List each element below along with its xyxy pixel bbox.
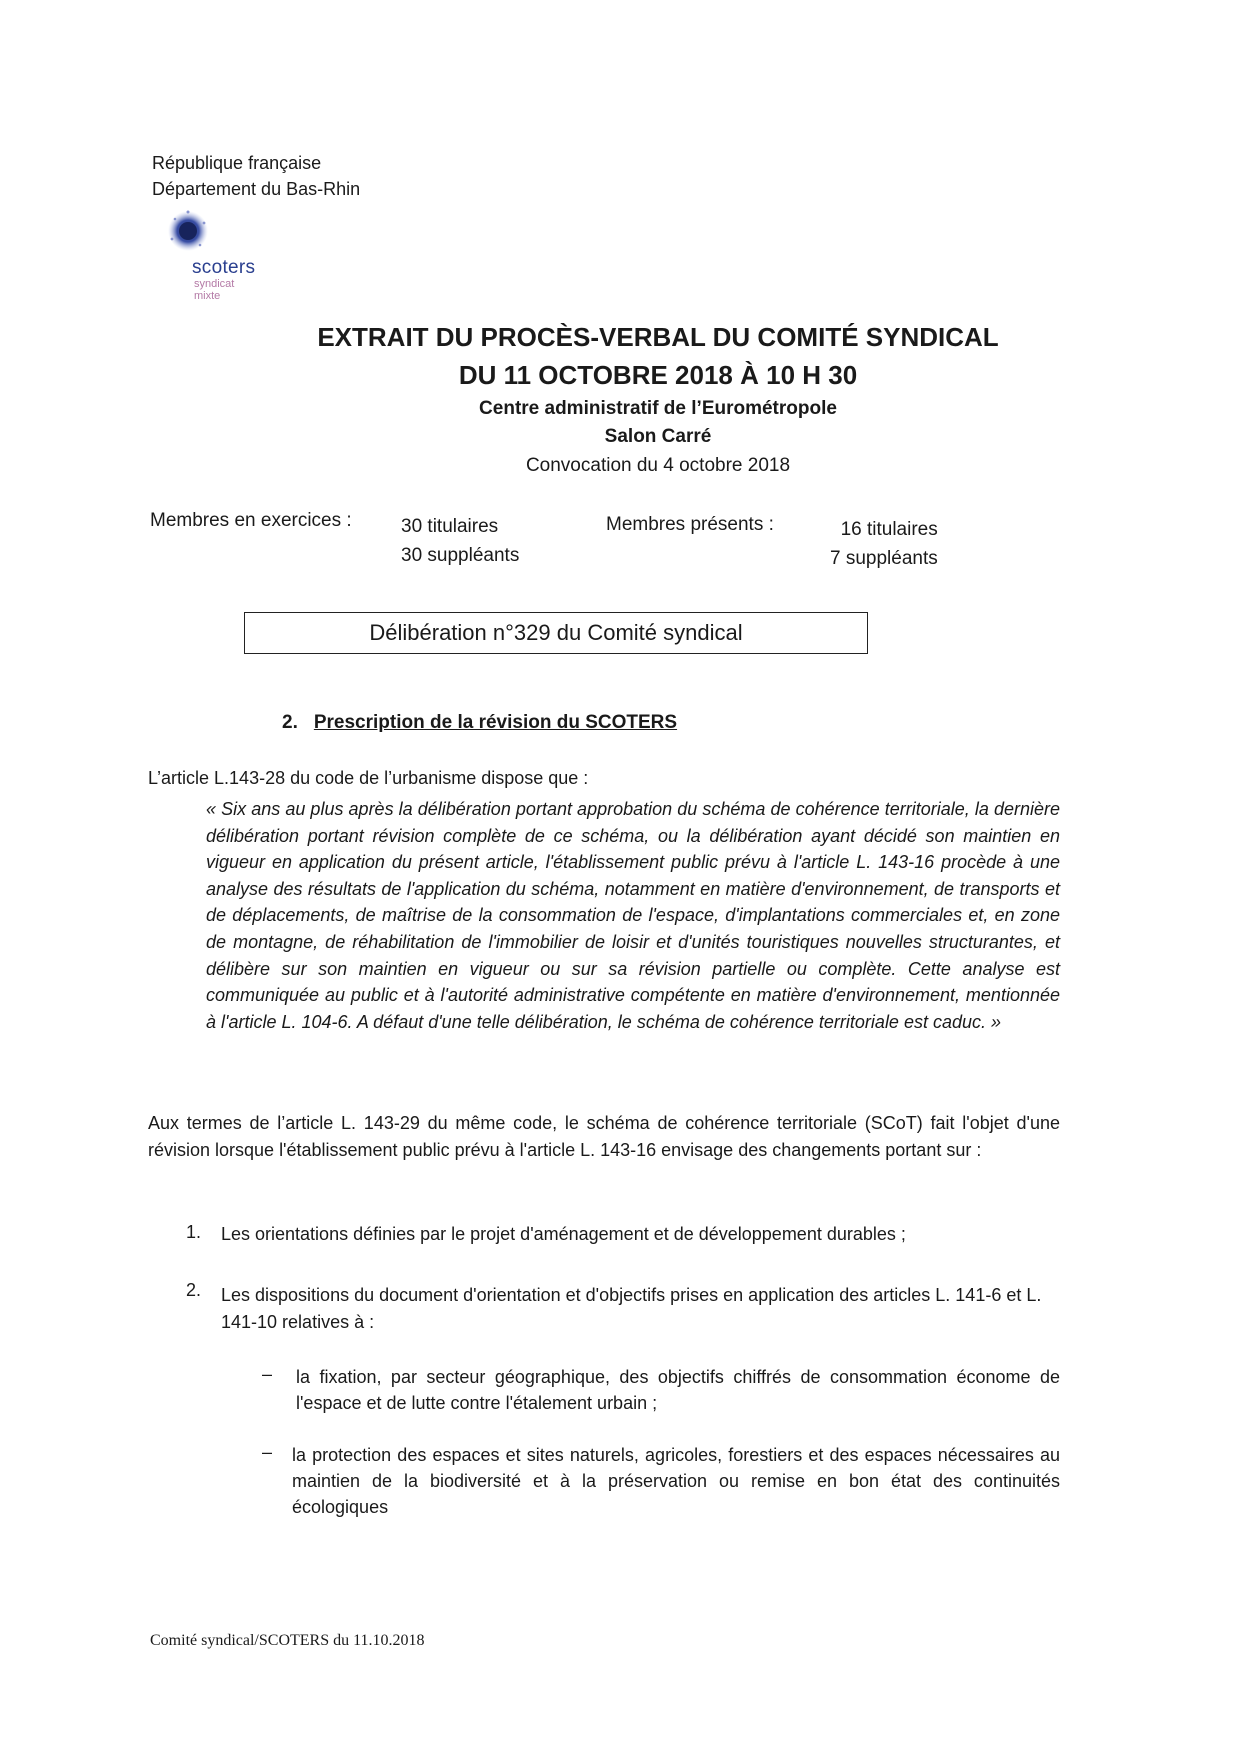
- section-heading: [282, 712, 677, 734]
- list-item-number: 1.: [186, 1222, 202, 1242]
- intro-paragraph: L’article L.143-28 du code de l’urbanisme dispose que :: [148, 768, 589, 788]
- article-paragraph: Aux termes de l’article L. 143-29 du même code, le schéma de cohérence territoriale (SCoT) fait l'objet d'une révision lorsque l'établissement public prévu à l'article L. 143-16 envisage des changements portant sur :: [148, 1113, 1060, 1160]
- meeting-room: Salon Carré: [604, 426, 712, 447]
- members-present-values: [830, 515, 938, 573]
- convocation-date: Convocation du 4 octobre 2018: [525, 455, 791, 476]
- members-in-office-titulaires: 30 titulaires: [401, 516, 499, 537]
- members-in-office-values: [401, 512, 519, 570]
- section-title: Prescription de la révision du SCOTERS: [313, 712, 678, 733]
- header-department: Département du Bas-Rhin: [152, 179, 361, 199]
- dash-bullet: –: [262, 1364, 273, 1384]
- members-present-suppleants: 7 suppléants: [830, 548, 938, 569]
- header-administration: [152, 150, 360, 202]
- legal-quote: « Six ans au plus après la délibération portant approbation du schéma de cohérence territoriale, la dernière délibération portant révision complète de ce schéma, ou la délibération ayant décidé son maintien en vigueur en application du présent article, l'établissement public prévu à l'article L. 143-16 procède à une analyse des résultats de l'application du schéma, notamment en matière d'environnement, de transports et de déplacements, de maîtrise de la consommation de l'espace, d'implantations commerciales et, en zone de montagne, de réhabilitation de l'immobilier de loisir et d'unités touristiques nouvelles structurantes, et délibère sur son maintien en vigueur ou sur sa révision partielle ou complète. Cette analyse est communiquée au public et à l'autorité administrative compétente en matière d'environnement, mentionnée à l'article L. 104-6. A défaut d'une telle délibération, le schéma de cohérence territoriale est caduc. »: [206, 799, 1060, 1032]
- members-present-titulaires: 16 titulaires: [840, 519, 938, 540]
- dash-bullet: –: [262, 1442, 273, 1462]
- dash-item-text: la fixation, par secteur géographique, des objectifs chiffrés de consommation économe de l'espace et de lutte contre l'étalement urbain ;: [296, 1367, 1060, 1413]
- list-item-text: Les orientations définies par le projet d'aménagement et de développement durables ;: [221, 1224, 906, 1244]
- page-footer: Comité syndical/SCOTERS du 11.10.2018: [150, 1632, 425, 1649]
- meeting-location: Centre administratif de l’Eurométropole: [479, 398, 837, 419]
- dash-item-text: la protection des espaces et sites naturels, agricoles, forestiers et des espaces nécessaires au maintien de la biodiversité et à la préservation ou remise en bon état des continuités écologiques: [292, 1445, 1060, 1517]
- section-number: 2.: [282, 712, 298, 733]
- logo-dots-icon: [166, 209, 210, 253]
- members-present-label: Membres présents :: [606, 514, 774, 535]
- document-title-line2: DU 11 OCTOBRE 2018 À 10 H 30: [458, 360, 858, 390]
- list-item-number: 2.: [186, 1280, 202, 1300]
- scoters-logo: [160, 205, 280, 315]
- logo-subtitle-2: mixte: [194, 290, 221, 302]
- members-in-office-label: Membres en exercices :: [150, 510, 352, 531]
- document-title-line1: EXTRAIT DU PROCÈS-VERBAL DU COMITÉ SYNDICAL: [317, 322, 999, 352]
- header-republic: République française: [152, 153, 322, 173]
- deliberation-title-box: Délibération n°329 du Comité syndical: [244, 612, 868, 654]
- members-in-office-suppleants: 30 suppléants: [401, 545, 520, 566]
- list-item-text: Les dispositions du document d'orientation et d'objectifs prises en application des articles L. 141-6 et L. 141-10 relatives à :: [221, 1285, 1042, 1332]
- logo-subtitle-1: syndicat: [194, 278, 235, 290]
- logo-name: scoters: [192, 257, 256, 278]
